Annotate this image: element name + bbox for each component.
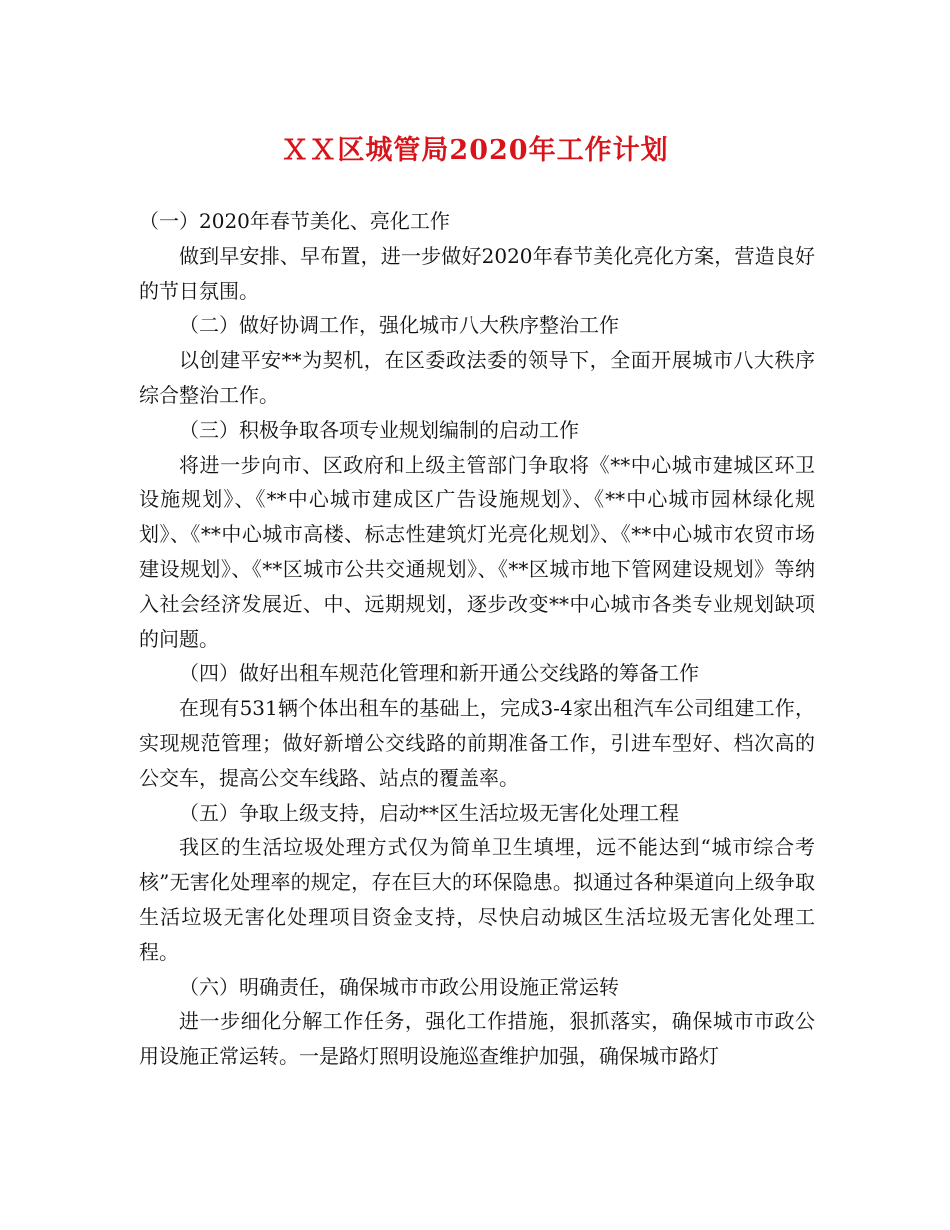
section-heading: （六）明确责任，确保城市市政公用设施正常运转 xyxy=(179,974,619,999)
section-paragraph: 进一步细化分解工作任务，强化工作措施，狠抓落实，确保城市市政公用设施正常运转。一是路灯照明设施巡查维护加强，确保城市路灯 xyxy=(139,1009,815,1069)
section-heading: （三）积极争取各项专业规划编制的启动工作 xyxy=(179,417,579,442)
section-heading: （四）做好出租车规范化管理和新开通公交线路的筹备工作 xyxy=(179,661,699,686)
section-paragraph: 在现有531辆个体出租车的基础上，完成3-4家出租汽车公司组建工作，实现规范管理；做好新增公交线路的前期准备工作，引进车型好、档次高的公交车，提高公交车线路、站点的覆盖率。 xyxy=(139,696,815,790)
document-title: ＸＸ区城管局2020年工作计划 xyxy=(281,135,669,166)
section-paragraph: 以创建平安**为契机，在区委政法委的领导下，全面开展城市八大秩序综合整治工作。 xyxy=(139,348,815,407)
section-heading: （一）2020年春节美化、亮化工作 xyxy=(139,209,450,233)
section-paragraph: 将进一步向市、区政府和上级主管部门争取将《**中心城市建城区环卫设施规划》、《**中心城市建成区广告设施规划》、《**中心城市园林绿化规划》、《**中心城市高楼、标志性建筑灯光亮化规划》、《**中心城市农贸市场建设规划》、《**区城市公共交通规划》、《**区城市地下管网建设规划》等纳入社会经济发展近、中、远期规划，逐步改变**中心城市各类专业规划缺项的问题。 xyxy=(139,452,815,651)
document-body xyxy=(139,204,815,1074)
section-paragraph: 我区的生活垃圾处理方式仅为简单卫生填埋，远不能达到“城市综合考核”无害化处理率的规定，存在巨大的环保隐患。拟通过各种渠道向上级争取生活垃圾无害化处理项目资金支持，尽快启动城区生活垃圾无害化处理工程。 xyxy=(139,835,815,964)
section-heading: （五）争取上级支持，启动**区生活垃圾无害化处理工程 xyxy=(179,800,679,825)
section-heading: （二）做好协调工作，强化城市八大秩序整治工作 xyxy=(179,313,619,338)
section-paragraph: 做到早安排、早布置，进一步做好2020年春节美化亮化方案，营造良好的节日氛围。 xyxy=(139,243,815,303)
